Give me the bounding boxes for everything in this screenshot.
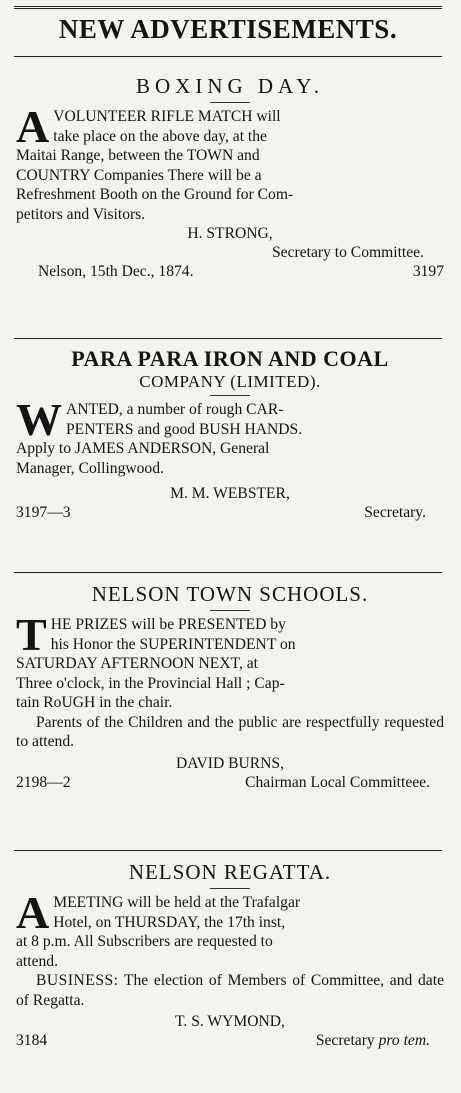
heading-dash <box>210 610 250 611</box>
ad-number: 3197 <box>412 263 444 280</box>
signer-name: H. STRONG, <box>187 225 273 242</box>
ad-heading: NELSON REGATTA. <box>128 860 332 884</box>
ad-line: SATURDAY AFTERNOON NEXT, at <box>16 655 258 672</box>
ad-boxing-day <box>16 74 444 281</box>
drop-cap: T <box>16 609 47 660</box>
ad-heading: PARA PARA IRON AND COAL <box>71 346 389 371</box>
ad-line: Three o'clock, in the Provincial Hall ; Cap- <box>16 674 285 692</box>
banner-rule <box>14 56 442 57</box>
ad-line: MEETING will be held at the Trafalgar <box>53 894 301 911</box>
ad-number: 2198—2 <box>16 773 71 791</box>
ad-line: Refreshment Booth on the Ground for Com- <box>16 186 294 203</box>
ad-footer <box>16 503 444 522</box>
ad-body <box>16 887 444 1010</box>
ad-divider <box>14 572 442 573</box>
ad-footer <box>16 773 444 792</box>
signer-name: DAVID BURNS, <box>175 754 285 772</box>
ad-line: Maitai Range, between the TOWN and <box>16 147 260 164</box>
ad-body <box>16 101 444 224</box>
ad-line: attend. <box>16 952 58 970</box>
ad-line: VOLUNTEER RIFLE MATCH will <box>53 108 281 125</box>
ad-line: Manager, Collingwood. <box>16 459 164 477</box>
ad-line: Apply to JAMES ANDERSON, General <box>16 440 270 457</box>
drop-cap: A <box>16 887 50 938</box>
ad-number: 3197—3 <box>16 504 71 521</box>
ad-divider <box>14 338 442 339</box>
ad-line: tain RoUGH in the chair. <box>16 694 173 711</box>
ad-divider <box>14 850 442 851</box>
signer-title: Chairman Local Committeee. <box>245 773 430 791</box>
ad-number: 3184 <box>16 1032 48 1049</box>
ad-line: at 8 p.m. All Subscribers are requested to <box>16 933 273 950</box>
ad-town-schools <box>16 582 444 792</box>
drop-cap: A <box>16 101 50 152</box>
signer-title-italic: pro tem. <box>378 1032 430 1049</box>
heading-dash <box>210 888 250 889</box>
ad-line: petitors and Visitors. <box>16 205 146 223</box>
ad-body <box>16 394 444 478</box>
signer-name: M. M. WEBSTER, <box>170 485 290 502</box>
signer-title-text: Secretary <box>315 1032 375 1049</box>
drop-cap: W <box>16 394 62 445</box>
ad-line: ANTED, a number of rough CAR- <box>66 401 284 418</box>
signer-title: Secretary. <box>364 504 426 521</box>
ad-footer <box>16 262 444 281</box>
ad-line: COUNTRY Companies There will be a <box>16 166 262 184</box>
ad-paragraph: Parents of the Children and the public are respectfully requested to attend. <box>16 713 444 750</box>
ad-body <box>16 609 444 752</box>
heading-dash <box>210 395 250 396</box>
ad-heading: BOXING DAY. <box>135 74 325 98</box>
ad-para-para <box>16 346 444 522</box>
signer-title <box>316 1031 444 1050</box>
signer-title: Secretary to Committee. <box>272 244 424 261</box>
place-date: Nelson, 15th Dec., 1874. <box>38 263 194 280</box>
ad-line: PENTERS and good BUSH HANDS. <box>66 420 303 438</box>
ad-line: HE PRIZES will be PRESENTED by <box>50 616 286 633</box>
ad-paragraph <box>16 971 444 1010</box>
ad-regatta <box>16 860 444 1050</box>
heading-dash <box>210 102 250 103</box>
ad-heading: NELSON TOWN SCHOOLS. <box>91 582 369 606</box>
ad-line: his Honor the SUPERINTENDENT on <box>50 635 296 653</box>
business-text: The election of Members of Committee, and date of Regatta. <box>16 972 444 1009</box>
ad-subheading: COMPANY (LIMITED). <box>139 372 321 391</box>
top-double-rule <box>14 6 442 9</box>
ad-line: Hotel, on THURSDAY, the 17th inst, <box>53 913 286 931</box>
ad-footer <box>16 1031 444 1050</box>
signer-name: T. S. WYMOND, <box>175 1013 285 1030</box>
section-banner: NEW ADVERTISEMENTS. <box>58 14 398 44</box>
business-label: BUSINESS: <box>36 972 119 989</box>
ad-line: take place on the above day, at the <box>53 127 267 145</box>
